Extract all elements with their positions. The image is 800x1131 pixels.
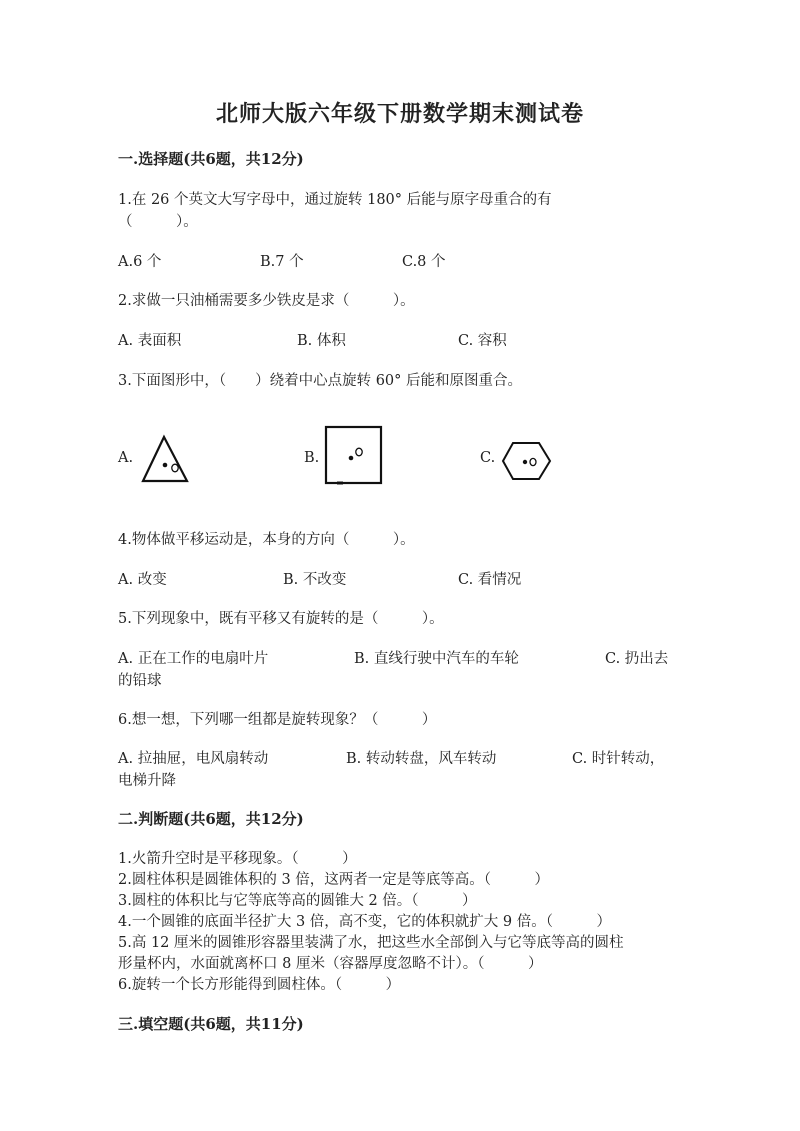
question-1-option-a: A.6 个 bbox=[118, 254, 162, 270]
question-4-option-a: A. 改变 bbox=[118, 572, 167, 588]
question-1-option-b: B.7 个 bbox=[260, 254, 304, 270]
question-3-option-c: C. bbox=[480, 450, 496, 466]
question-2-option-c: C. 容积 bbox=[458, 333, 507, 349]
triangle-with-dot-figure bbox=[140, 433, 192, 485]
judgment-item-1: 1.火箭升空时是平移现象。（ ） bbox=[118, 851, 357, 867]
page-title: 北师大版六年级下册数学期末测试卷 bbox=[215, 101, 584, 127]
question-5-option-c-continuation: 的铅球 bbox=[118, 673, 162, 689]
question-1-line-1: 1.在 26 个英文大写字母中，通过旋转 180° 后能与原字母重合的有 bbox=[118, 192, 552, 208]
square-with-dot-figure bbox=[324, 425, 384, 487]
center-dot bbox=[349, 456, 354, 461]
judgment-item-5-line-1: 5.高 12 厘米的圆锥形容器里装满了水，把这些水全部倒入与它等底等高的圆柱 bbox=[118, 935, 624, 951]
small-circle-mark bbox=[172, 464, 178, 472]
judgment-item-2: 2.圆柱体积是圆锥体积的 3 倍，这两者一定是等底等高。（ ） bbox=[118, 872, 550, 888]
hexagon-with-dot-figure bbox=[501, 440, 553, 482]
question-1-option-c: C.8 个 bbox=[402, 254, 446, 270]
question-6-option-b: B. 转动转盘，风车转动 bbox=[346, 751, 497, 767]
question-2-text: 2.求做一只油桶需要多少铁皮是求（ ）。 bbox=[118, 293, 415, 309]
question-6-option-c-continuation: 电梯升降 bbox=[118, 773, 176, 789]
question-1-line-2: （ ）。 bbox=[118, 214, 198, 230]
section-heading-choice: 一.选择题(共6题，共12分) bbox=[118, 150, 304, 168]
question-5-option-a: A. 正在工作的电扇叶片 bbox=[118, 651, 269, 667]
judgment-item-6: 6.旋转一个长方形能得到圆柱体。（ ） bbox=[118, 977, 401, 993]
question-2-option-a: A. 表面积 bbox=[118, 333, 182, 349]
small-circle-mark bbox=[530, 458, 536, 465]
question-5-text: 5.下列现象中，既有平移又有旋转的是（ ）。 bbox=[118, 611, 444, 627]
question-6-option-a: A. 拉抽屉，电风扇转动 bbox=[118, 751, 269, 767]
section-heading-judgment: 二.判断题(共6题，共12分) bbox=[118, 810, 304, 828]
question-5-option-c: C. 扔出去 bbox=[605, 651, 669, 667]
center-dot bbox=[163, 463, 168, 468]
question-4-option-c: C. 看情况 bbox=[458, 572, 522, 588]
small-circle-mark bbox=[356, 448, 362, 456]
section-heading-fill-blank: 三.填空题(共6题，共11分) bbox=[118, 1015, 304, 1033]
question-3-option-b: B. bbox=[304, 450, 320, 466]
question-4-option-b: B. 不改变 bbox=[283, 572, 347, 588]
question-2-option-b: B. 体积 bbox=[297, 333, 346, 349]
triangle-shape bbox=[143, 437, 187, 481]
question-6-text: 6.想一想，下列哪一组都是旋转现象？（ ） bbox=[118, 712, 437, 728]
square-shape bbox=[326, 427, 381, 483]
question-6-option-c: C. 时针转动， bbox=[572, 751, 665, 767]
center-dot bbox=[523, 460, 527, 464]
judgment-item-5-line-2: 形量杯内，水面就离杯口 8 厘米（容器厚度忽略不计）。（ ） bbox=[118, 956, 543, 972]
judgment-item-4: 4.一个圆锥的底面半径扩大 3 倍，高不变，它的体积就扩大 9 倍。（ ） bbox=[118, 914, 611, 930]
judgment-item-3: 3.圆柱的体积比与它等底等高的圆锥大 2 倍。（ ） bbox=[118, 893, 477, 909]
question-3-text: 3.下面图形中，（ ）绕着中心点旋转 60° 后能和原图重合。 bbox=[118, 373, 523, 389]
question-4-text: 4.物体做平移运动是，本身的方向（ ）。 bbox=[118, 532, 415, 548]
question-3-option-a: A. bbox=[118, 450, 134, 466]
question-5-option-b: B. 直线行驶中汽车的车轮 bbox=[354, 651, 519, 667]
